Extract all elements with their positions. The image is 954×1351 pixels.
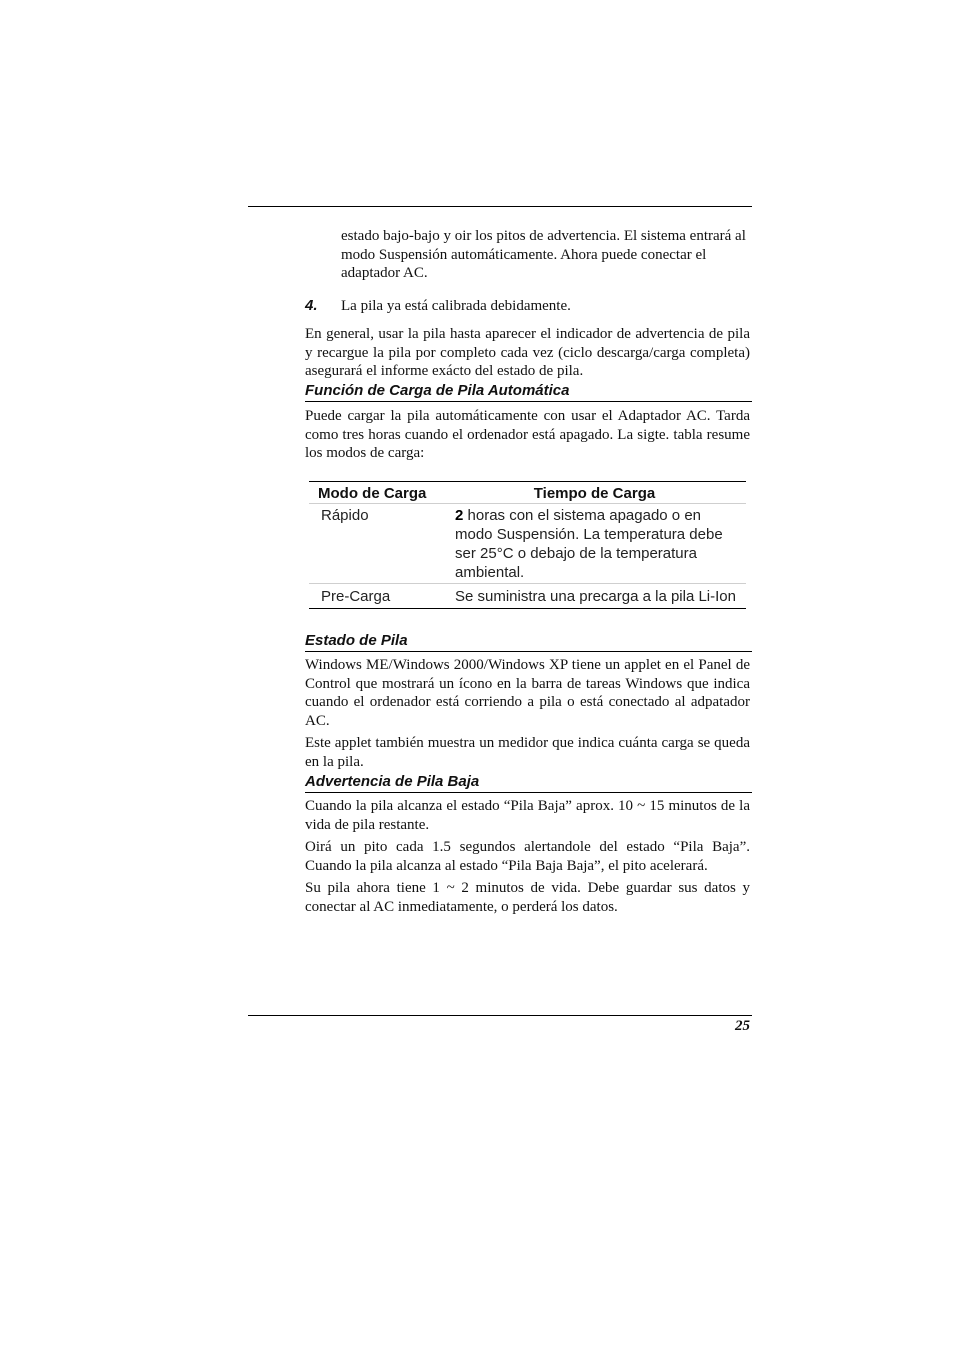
general-paragraph: En general, usar la pila hasta aparecer el indicador de advertencia de pila y recargue la pila por completo cada vez (ciclo descarga/carga completa) asegurará el informe exácto del estado de pila. [305,326,750,379]
table-row [309,583,746,608]
table-row [309,503,746,583]
funcion-paragraph: Puede cargar la pila automáticamente con usar el Adaptador AC. Tarda como tres horas cuando el ordenador está apagado. La sigte. tabla resume los modos de carga: [305,408,750,461]
table-cell-time [443,504,746,583]
heading-advertencia: Advertencia de Pila Baja [305,772,752,793]
continuation-paragraph: estado bajo-bajo y oir los pitos de advertencia. El sistema entrará al modo Suspensión automáticamente. Ahora puede conectar el adaptador AC. [341,228,746,281]
page-number: 25 [735,1018,750,1034]
heading-estado-pila: Estado de Pila [305,631,752,652]
table-cell-mode: Rápido [321,507,369,524]
advertencia-paragraph-1: Cuando la pila alcanza el estado “Pila Baja” aprox. 10 ~ 15 minutos de la vida de pila restante. [305,798,750,833]
table-header-time: Tiempo de Carga [533,485,656,502]
advertencia-paragraph-3: Su pila ahora tiene 1 ~ 2 minutos de vida. Debe guardar sus datos y conectar al AC inmediatamente, o perderá los datos. [305,880,750,915]
charge-modes-table [309,481,746,609]
bottom-rule [248,1015,752,1016]
table-header-mode: Modo de Carga [318,485,427,502]
estado-paragraph-2: Este applet también muestra un medidor que indica cuánta carga se queda en la pila. [305,735,750,770]
step-text: La pila ya está calibrada debidamente. [341,298,571,314]
top-rule [248,206,752,207]
step-number: 4. [305,297,318,314]
advertencia-paragraph-2: Oirá un pito cada 1.5 segundos alertandole del estado “Pila Baja”. Cuando la pila alcanza al estado “Pila Baja Baja”, el pito acelerará. [305,839,750,874]
heading-funcion-carga: Función de Carga de Pila Automática [305,381,752,402]
hours-number: 2 [455,507,464,524]
table-cell-time: Se suministra una precarga a la pila Li-Ion [455,588,736,605]
table-cell-mode: Pre-Carga [321,588,391,605]
table-header-row [309,482,746,503]
estado-paragraph-1: Windows ME/Windows 2000/Windows XP tiene un applet en el Panel de Control que mostrará un ícono en la barra de tareas Windows que indica cuando el ordenador está corriendo a pila o está conectado al adpatador AC. [305,657,750,729]
time-description: horas con el sistema apagado o en modo Suspensión. La temperatura debe ser 25°C o debajo de la temperatura ambiental. [455,507,723,581]
